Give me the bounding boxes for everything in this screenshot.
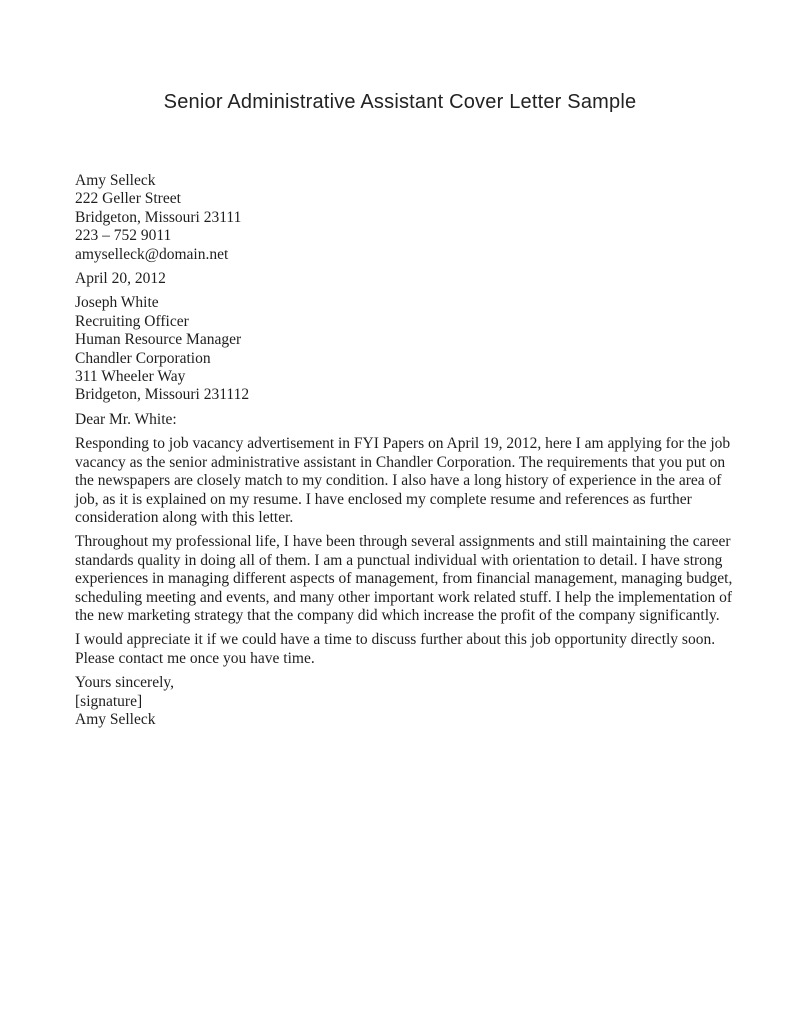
recipient-title-2: Human Resource Manager: [75, 331, 242, 349]
sender-street: 222 Geller Street: [75, 190, 181, 208]
sender-city-state-zip: Bridgeton, Missouri 23111: [75, 208, 242, 226]
recipient-title-1: Recruiting Officer: [75, 312, 189, 330]
page-title: Senior Administrative Assistant Cover Letter Sample: [163, 91, 637, 113]
letter-date: April 20, 2012: [75, 270, 166, 288]
sender-phone: 223 – 752 9011: [75, 227, 172, 245]
date-block: [75, 270, 735, 288]
sender-name: Amy Selleck: [75, 172, 156, 189]
valediction: Yours sincerely,: [75, 674, 175, 692]
recipient-company: Chandler Corporation: [75, 349, 211, 367]
recipient-street: 311 Wheeler Way: [75, 368, 186, 386]
recipient-name: Joseph White: [75, 294, 159, 312]
sender-email: amyselleck@domain.net: [75, 245, 229, 263]
sender-address-block: [75, 172, 735, 264]
salutation: Dear Mr. White:: [75, 410, 177, 428]
closing-block: [75, 674, 735, 729]
body-paragraph-3: I would appreciate it if we could have a time to discuss further about this job opportunity directly soon. Please contact me once you have time.: [75, 631, 716, 667]
body-paragraph-2: Throughout my professional life, I have been through several assignments and still maintaining the career standards quality in doing all of them. I am a punctual individual with orientation to detail. I have strong experiences in managing different aspects of management, from financial management, managing budget, scheduling meeting and events, and many other important work related stuff. I help the implementation of the new marketing strategy that the company did which increase the profit of the company significantly.: [75, 533, 733, 624]
recipient-address-block: [75, 294, 735, 404]
recipient-city-state-zip: Bridgeton, Missouri 231112: [75, 386, 250, 404]
letter-content: [75, 172, 735, 735]
body-paragraph-1: Responding to job vacancy advertisement in FYI Papers on April 19, 2012, here I am applying for the job vacancy as the senior administrative assistant in Chandler Corporation. The requirements that you put on the newspapers are closely match to my condition. I also have a long history of experience in the area of job, as it is explained on my resume. I have enclosed my complete resume and references as further consideration along with this letter.: [75, 435, 731, 526]
signed-name: Amy Selleck: [75, 710, 156, 728]
salutation-block: [75, 411, 735, 429]
signature-placeholder: [signature]: [75, 692, 143, 710]
